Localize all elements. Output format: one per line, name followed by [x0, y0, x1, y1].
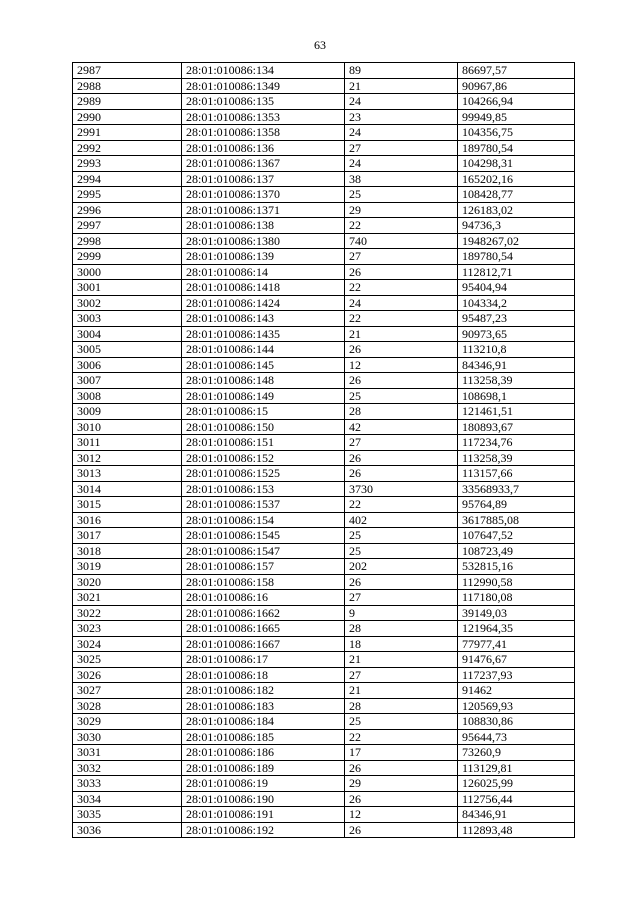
cadastral-number-cell: 28:01:010086:1358: [182, 125, 345, 141]
row-number-cell: 3008: [73, 388, 182, 404]
cadastral-number-cell: 28:01:010086:192: [182, 822, 345, 838]
value-cell: 112812,71: [458, 264, 575, 280]
cadastral-number-cell: 28:01:010086:143: [182, 311, 345, 327]
cadastral-number-cell: 28:01:010086:16: [182, 590, 345, 606]
cadastral-number-cell: 28:01:010086:1665: [182, 621, 345, 637]
cadastral-number-cell: 28:01:010086:134: [182, 63, 345, 79]
value-cell: 90967,86: [458, 78, 575, 94]
table-row: [73, 311, 575, 327]
table-row: [73, 605, 575, 621]
area-cell: 202: [345, 559, 458, 575]
area-cell: 21: [345, 683, 458, 699]
table-row: [73, 202, 575, 218]
value-cell: 112893,48: [458, 822, 575, 838]
cadastral-number-cell: 28:01:010086:1349: [182, 78, 345, 94]
row-number-cell: 3033: [73, 776, 182, 792]
area-cell: 26: [345, 264, 458, 280]
row-number-cell: 2996: [73, 202, 182, 218]
table-row: [73, 683, 575, 699]
row-number-cell: 3010: [73, 419, 182, 435]
table-row: [73, 729, 575, 745]
row-number-cell: 3023: [73, 621, 182, 637]
table-row: [73, 280, 575, 296]
value-cell: 84346,91: [458, 807, 575, 823]
area-cell: 29: [345, 776, 458, 792]
table-row: [73, 171, 575, 187]
row-number-cell: 3015: [73, 497, 182, 513]
row-number-cell: 3029: [73, 714, 182, 730]
area-cell: 12: [345, 357, 458, 373]
area-cell: 21: [345, 78, 458, 94]
table-body: [73, 63, 575, 838]
value-cell: 108830,86: [458, 714, 575, 730]
table-row: [73, 249, 575, 265]
table-row: [73, 342, 575, 358]
value-cell: 95644,73: [458, 729, 575, 745]
table-row: [73, 652, 575, 668]
row-number-cell: 3006: [73, 357, 182, 373]
table-row: [73, 63, 575, 79]
area-cell: 25: [345, 714, 458, 730]
cadastral-number-cell: 28:01:010086:14: [182, 264, 345, 280]
value-cell: 189780,54: [458, 140, 575, 156]
value-cell: 117180,08: [458, 590, 575, 606]
row-number-cell: 2994: [73, 171, 182, 187]
row-number-cell: 3028: [73, 698, 182, 714]
row-number-cell: 2991: [73, 125, 182, 141]
table-row: [73, 109, 575, 125]
value-cell: 108723,49: [458, 543, 575, 559]
area-cell: 22: [345, 218, 458, 234]
cadastral-number-cell: 28:01:010086:144: [182, 342, 345, 358]
cadastral-number-cell: 28:01:010086:1371: [182, 202, 345, 218]
value-cell: 112990,58: [458, 574, 575, 590]
row-number-cell: 3014: [73, 481, 182, 497]
area-cell: 23: [345, 109, 458, 125]
table-row: [73, 791, 575, 807]
row-number-cell: 3018: [73, 543, 182, 559]
row-number-cell: 3004: [73, 326, 182, 342]
cadastral-number-cell: 28:01:010086:1367: [182, 156, 345, 172]
area-cell: 21: [345, 326, 458, 342]
value-cell: 104266,94: [458, 94, 575, 110]
area-cell: 28: [345, 404, 458, 420]
row-number-cell: 2992: [73, 140, 182, 156]
value-cell: 126183,02: [458, 202, 575, 218]
row-number-cell: 2989: [73, 94, 182, 110]
table-row: [73, 559, 575, 575]
area-cell: 12: [345, 807, 458, 823]
cadastral-number-cell: 28:01:010086:17: [182, 652, 345, 668]
table-row: [73, 466, 575, 482]
table-row: [73, 481, 575, 497]
row-number-cell: 3009: [73, 404, 182, 420]
value-cell: 113210,8: [458, 342, 575, 358]
row-number-cell: 3024: [73, 636, 182, 652]
cadastral-number-cell: 28:01:010086:183: [182, 698, 345, 714]
table-row: [73, 543, 575, 559]
table-row: [73, 636, 575, 652]
value-cell: 94736,3: [458, 218, 575, 234]
area-cell: 24: [345, 125, 458, 141]
area-cell: 27: [345, 590, 458, 606]
row-number-cell: 3032: [73, 760, 182, 776]
table-row: [73, 822, 575, 838]
value-cell: 121964,35: [458, 621, 575, 637]
cadastral-number-cell: 28:01:010086:1525: [182, 466, 345, 482]
area-cell: 26: [345, 373, 458, 389]
cadastral-number-cell: 28:01:010086:135: [182, 94, 345, 110]
row-number-cell: 3026: [73, 667, 182, 683]
row-number-cell: 3034: [73, 791, 182, 807]
table-row: [73, 512, 575, 528]
table-row: [73, 373, 575, 389]
area-cell: 26: [345, 342, 458, 358]
row-number-cell: 3011: [73, 435, 182, 451]
value-cell: 33568933,7: [458, 481, 575, 497]
area-cell: 27: [345, 140, 458, 156]
value-cell: 91476,67: [458, 652, 575, 668]
area-cell: 21: [345, 652, 458, 668]
value-cell: 77977,41: [458, 636, 575, 652]
area-cell: 27: [345, 249, 458, 265]
row-number-cell: 2987: [73, 63, 182, 79]
cadastral-number-cell: 28:01:010086:154: [182, 512, 345, 528]
cadastral-number-cell: 28:01:010086:150: [182, 419, 345, 435]
table-row: [73, 776, 575, 792]
area-cell: 26: [345, 791, 458, 807]
cadastral-number-cell: 28:01:010086:1380: [182, 233, 345, 249]
row-number-cell: 3027: [73, 683, 182, 699]
area-cell: 26: [345, 760, 458, 776]
row-number-cell: 3013: [73, 466, 182, 482]
cadastral-number-cell: 28:01:010086:158: [182, 574, 345, 590]
cadastral-number-cell: 28:01:010086:145: [182, 357, 345, 373]
value-cell: 99949,85: [458, 109, 575, 125]
area-cell: 89: [345, 63, 458, 79]
table-row: [73, 140, 575, 156]
value-cell: 95764,89: [458, 497, 575, 513]
table-row: [73, 326, 575, 342]
row-number-cell: 3021: [73, 590, 182, 606]
cadastral-number-cell: 28:01:010086:18: [182, 667, 345, 683]
row-number-cell: 3036: [73, 822, 182, 838]
row-number-cell: 2988: [73, 78, 182, 94]
value-cell: 86697,57: [458, 63, 575, 79]
table-row: [73, 78, 575, 94]
value-cell: 39149,03: [458, 605, 575, 621]
row-number-cell: 3005: [73, 342, 182, 358]
cadastral-number-cell: 28:01:010086:153: [182, 481, 345, 497]
area-cell: 9: [345, 605, 458, 621]
value-cell: 113258,39: [458, 450, 575, 466]
value-cell: 84346,91: [458, 357, 575, 373]
value-cell: 104334,2: [458, 295, 575, 311]
table-row: [73, 667, 575, 683]
cadastral-number-cell: 28:01:010086:186: [182, 745, 345, 761]
table-row: [73, 357, 575, 373]
area-cell: 17: [345, 745, 458, 761]
cadastral-number-cell: 28:01:010086:1424: [182, 295, 345, 311]
row-number-cell: 3007: [73, 373, 182, 389]
cadastral-number-cell: 28:01:010086:1353: [182, 109, 345, 125]
area-cell: 38: [345, 171, 458, 187]
value-cell: 3617885,08: [458, 512, 575, 528]
area-cell: 27: [345, 435, 458, 451]
value-cell: 189780,54: [458, 249, 575, 265]
cadastral-number-cell: 28:01:010086:184: [182, 714, 345, 730]
table-row: [73, 388, 575, 404]
value-cell: 165202,16: [458, 171, 575, 187]
cadastral-number-cell: 28:01:010086:190: [182, 791, 345, 807]
table-row: [73, 574, 575, 590]
cadastral-number-cell: 28:01:010086:151: [182, 435, 345, 451]
cadastral-number-cell: 28:01:010086:1547: [182, 543, 345, 559]
area-cell: 26: [345, 822, 458, 838]
table-row: [73, 497, 575, 513]
table-row: [73, 156, 575, 172]
value-cell: 108698,1: [458, 388, 575, 404]
table-row: [73, 295, 575, 311]
table-row: [73, 760, 575, 776]
area-cell: 24: [345, 295, 458, 311]
row-number-cell: 3017: [73, 528, 182, 544]
row-number-cell: 3030: [73, 729, 182, 745]
table-row: [73, 218, 575, 234]
row-number-cell: 2997: [73, 218, 182, 234]
row-number-cell: 3019: [73, 559, 182, 575]
row-number-cell: 2999: [73, 249, 182, 265]
table-row: [73, 450, 575, 466]
value-cell: 90973,65: [458, 326, 575, 342]
area-cell: 18: [345, 636, 458, 652]
cadastral-number-cell: 28:01:010086:149: [182, 388, 345, 404]
row-number-cell: 3003: [73, 311, 182, 327]
value-cell: 180893,67: [458, 419, 575, 435]
area-cell: 24: [345, 94, 458, 110]
value-cell: 532815,16: [458, 559, 575, 575]
cadastral-number-cell: 28:01:010086:1418: [182, 280, 345, 296]
cadastral-table: [72, 62, 575, 838]
cadastral-number-cell: 28:01:010086:138: [182, 218, 345, 234]
cadastral-number-cell: 28:01:010086:15: [182, 404, 345, 420]
value-cell: 120569,93: [458, 698, 575, 714]
value-cell: 107647,52: [458, 528, 575, 544]
cadastral-number-cell: 28:01:010086:1435: [182, 326, 345, 342]
table-row: [73, 590, 575, 606]
area-cell: 402: [345, 512, 458, 528]
cadastral-number-cell: 28:01:010086:148: [182, 373, 345, 389]
cadastral-number-cell: 28:01:010086:152: [182, 450, 345, 466]
value-cell: 113129,81: [458, 760, 575, 776]
value-cell: 104356,75: [458, 125, 575, 141]
table-row: [73, 714, 575, 730]
row-number-cell: 3020: [73, 574, 182, 590]
row-number-cell: 3025: [73, 652, 182, 668]
value-cell: 104298,31: [458, 156, 575, 172]
area-cell: 26: [345, 450, 458, 466]
table-row: [73, 419, 575, 435]
cadastral-number-cell: 28:01:010086:1667: [182, 636, 345, 652]
table-row: [73, 745, 575, 761]
cadastral-number-cell: 28:01:010086:185: [182, 729, 345, 745]
area-cell: 740: [345, 233, 458, 249]
value-cell: 1948267,02: [458, 233, 575, 249]
area-cell: 27: [345, 667, 458, 683]
row-number-cell: 3035: [73, 807, 182, 823]
cadastral-number-cell: 28:01:010086:189: [182, 760, 345, 776]
row-number-cell: 3000: [73, 264, 182, 280]
value-cell: 121461,51: [458, 404, 575, 420]
value-cell: 117234,76: [458, 435, 575, 451]
table-row: [73, 621, 575, 637]
row-number-cell: 3016: [73, 512, 182, 528]
value-cell: 91462: [458, 683, 575, 699]
value-cell: 117237,93: [458, 667, 575, 683]
value-cell: 113157,66: [458, 466, 575, 482]
area-cell: 22: [345, 497, 458, 513]
value-cell: 113258,39: [458, 373, 575, 389]
cadastral-number-cell: 28:01:010086:137: [182, 171, 345, 187]
row-number-cell: 3012: [73, 450, 182, 466]
row-number-cell: 3001: [73, 280, 182, 296]
cadastral-number-cell: 28:01:010086:1537: [182, 497, 345, 513]
table-row: [73, 404, 575, 420]
table-row: [73, 698, 575, 714]
value-cell: 95487,23: [458, 311, 575, 327]
cadastral-number-cell: 28:01:010086:139: [182, 249, 345, 265]
value-cell: 73260,9: [458, 745, 575, 761]
table-row: [73, 94, 575, 110]
cadastral-number-cell: 28:01:010086:19: [182, 776, 345, 792]
row-number-cell: 2990: [73, 109, 182, 125]
page-number: 63: [314, 38, 326, 52]
table-row: [73, 233, 575, 249]
area-cell: 28: [345, 621, 458, 637]
area-cell: 25: [345, 187, 458, 203]
value-cell: 95404,94: [458, 280, 575, 296]
table-row: [73, 264, 575, 280]
area-cell: 25: [345, 543, 458, 559]
area-cell: 24: [345, 156, 458, 172]
area-cell: 25: [345, 528, 458, 544]
area-cell: 3730: [345, 481, 458, 497]
table-row: [73, 528, 575, 544]
table-row: [73, 125, 575, 141]
area-cell: 29: [345, 202, 458, 218]
cadastral-number-cell: 28:01:010086:191: [182, 807, 345, 823]
row-number-cell: 2995: [73, 187, 182, 203]
table-row: [73, 187, 575, 203]
value-cell: 126025,99: [458, 776, 575, 792]
row-number-cell: 3022: [73, 605, 182, 621]
area-cell: 22: [345, 311, 458, 327]
area-cell: 42: [345, 419, 458, 435]
row-number-cell: 3031: [73, 745, 182, 761]
cadastral-number-cell: 28:01:010086:136: [182, 140, 345, 156]
cadastral-number-cell: 28:01:010086:1370: [182, 187, 345, 203]
table-row: [73, 807, 575, 823]
area-cell: 26: [345, 466, 458, 482]
cadastral-number-cell: 28:01:010086:182: [182, 683, 345, 699]
row-number-cell: 2998: [73, 233, 182, 249]
row-number-cell: 3002: [73, 295, 182, 311]
area-cell: 26: [345, 574, 458, 590]
cadastral-number-cell: 28:01:010086:1662: [182, 605, 345, 621]
cadastral-number-cell: 28:01:010086:1545: [182, 528, 345, 544]
table-row: [73, 435, 575, 451]
area-cell: 28: [345, 698, 458, 714]
value-cell: 108428,77: [458, 187, 575, 203]
value-cell: 112756,44: [458, 791, 575, 807]
cadastral-number-cell: 28:01:010086:157: [182, 559, 345, 575]
area-cell: 22: [345, 729, 458, 745]
area-cell: 25: [345, 388, 458, 404]
row-number-cell: 2993: [73, 156, 182, 172]
area-cell: 22: [345, 280, 458, 296]
